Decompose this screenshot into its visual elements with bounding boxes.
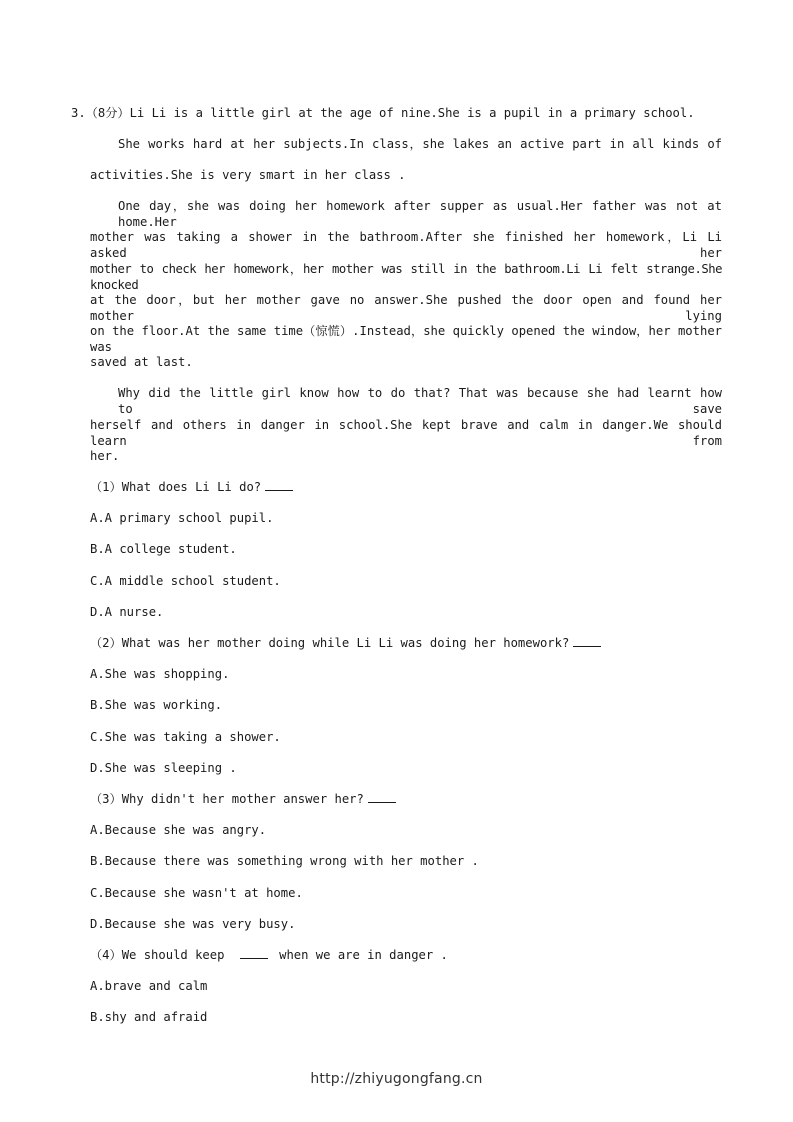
- passage-line: at the door，but her mother gave no answer.She pushed the door open and found her mother lying: [90, 293, 722, 323]
- passage-line: mother to check her homework，her mother was still in the bathroom.Li Li felt strange.She knocked: [90, 262, 722, 292]
- answer-blank[interactable]: [368, 791, 396, 803]
- option: A.Because she was angry.: [90, 823, 267, 837]
- option: B.A college student.: [90, 542, 237, 556]
- option: A.She was shopping.: [90, 667, 230, 681]
- option: A.A primary school pupil.: [90, 511, 274, 525]
- passage-line: activities.She is very smart in her class .: [90, 168, 406, 182]
- sub-question-stem: （1）What does Li Li do?: [90, 480, 262, 494]
- passage-line: She works hard at her subjects.In class，she lakes an active part in all kinds of: [118, 137, 722, 151]
- sub-question-stem: （3）Why didn't her mother answer her?: [90, 792, 364, 806]
- option: A.brave and calm: [90, 979, 208, 993]
- sub-question-4: [90, 947, 448, 963]
- answer-blank[interactable]: [265, 479, 293, 491]
- passage-line: saved at last.: [90, 355, 193, 369]
- sub-question-2: [90, 635, 601, 651]
- sub-question-stem: （2）What was her mother doing while Li Li was doing her homework?: [90, 636, 570, 650]
- passage-line: on the floor.At the same time（惊慌）.Instead，she quickly opened the window，her mother was: [90, 324, 722, 354]
- sub-question-3: [90, 791, 396, 807]
- sub-question-stem: （4）We should keep: [90, 948, 225, 962]
- footer-url: http://zhiyugongfang.cn: [310, 1071, 483, 1087]
- option: D.A nurse.: [90, 605, 164, 619]
- sub-question-1: [90, 479, 293, 495]
- sub-question-stem: when we are in danger .: [279, 948, 448, 962]
- answer-blank[interactable]: [240, 947, 268, 959]
- passage-line: Why did the little girl know how to do that? That was because she had learnt how to save: [118, 386, 722, 416]
- passage-line: herself and others in danger in school.She kept brave and calm in danger.We should learn from: [90, 418, 722, 448]
- option: B.Because there was something wrong with her mother .: [90, 854, 479, 868]
- option: B.She was working.: [90, 698, 223, 712]
- option: C.A middle school student.: [90, 574, 281, 588]
- passage-line: her.: [90, 449, 120, 463]
- passage-line: mother was taking a shower in the bathroom.After she finished her homework，Li Li asked her: [90, 230, 722, 260]
- passage-line: One day，she was doing her homework after supper as usual.Her father was not at home.Her: [118, 199, 722, 229]
- option: C.Because she wasn't at home.: [90, 886, 303, 900]
- question-header: 3.（8分）Li Li is a little girl at the age of nine.She is a pupil in a primary school.: [71, 106, 695, 120]
- option: B.shy and afraid: [90, 1010, 208, 1024]
- option: D.She was sleeping .: [90, 761, 237, 775]
- answer-blank[interactable]: [573, 635, 601, 647]
- option: C.She was taking a shower.: [90, 730, 281, 744]
- option: D.Because she was very busy.: [90, 917, 296, 931]
